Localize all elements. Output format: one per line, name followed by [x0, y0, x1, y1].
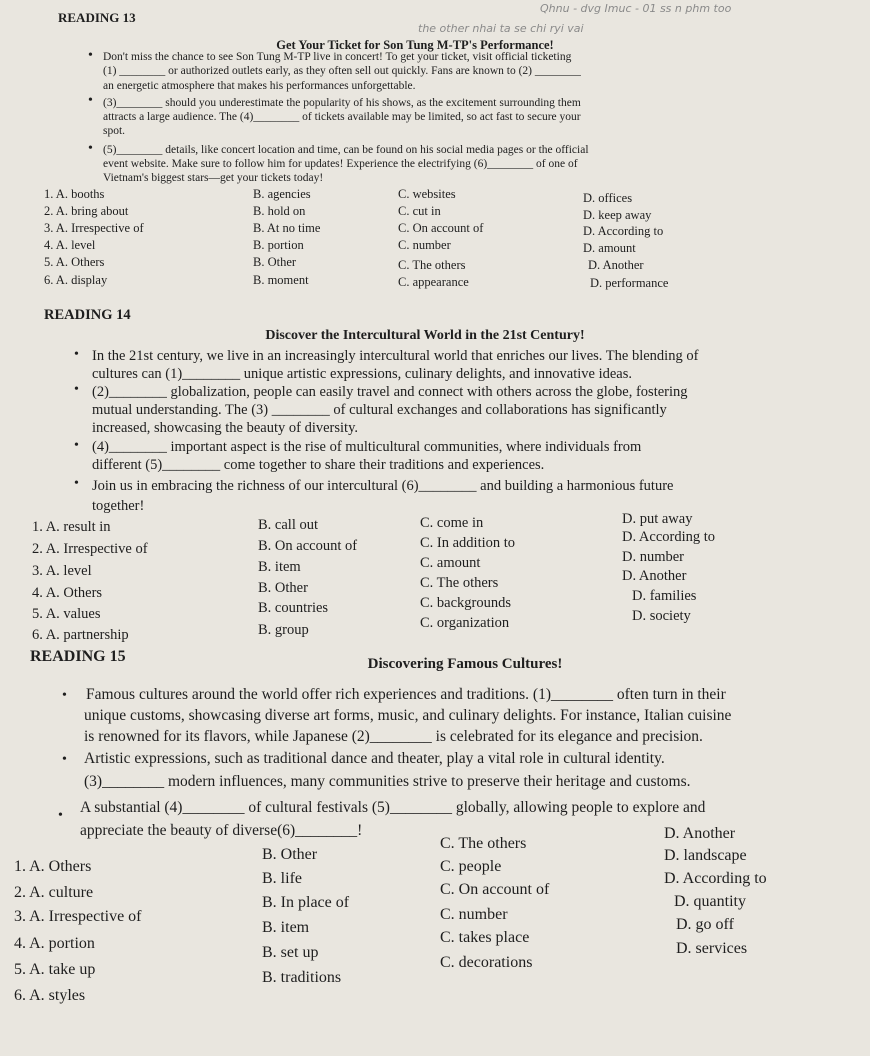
reading15-line: Famous cultures around the world offer rich experiences and traditions. (1)________ often turn in their — [86, 686, 726, 703]
option: 5. A. take up — [14, 961, 96, 978]
reading14-line: mutual understanding. The (3) ________ of cultural exchanges and collaborations has significantly — [92, 402, 667, 418]
option: D. According to — [622, 529, 716, 545]
handwritten-note-second: the other nhai ta se chi ryi vai — [418, 22, 584, 35]
option: D. quantity — [674, 893, 746, 910]
option: 6. A. partnership — [32, 627, 129, 643]
option: D. offices — [583, 191, 633, 205]
bullet: • — [62, 752, 67, 767]
reading15-line: appreciate the beauty of diverse(6)________! — [80, 822, 363, 839]
option: C. In addition to — [420, 535, 516, 551]
option: C. amount — [420, 555, 481, 571]
bullet: • — [88, 93, 93, 108]
reading14-line: In the 21st century, we live in an increasingly intercultural world that enriches our lives. The blending of — [92, 348, 699, 364]
option: C. come in — [420, 515, 484, 531]
reading15-line: unique customs, showcasing diverse art forms, music, and culinary delights. For instance, Italian cuisine — [84, 707, 732, 724]
option: B. Other — [258, 580, 308, 596]
option: B. group — [258, 622, 309, 638]
option: 6. A. display — [44, 273, 108, 287]
option: D. According to — [583, 224, 664, 238]
option: 4. A. portion — [14, 935, 95, 952]
option: 3. A. level — [32, 563, 92, 579]
reading13-line: attracts a large audience. The (4)________ of tickets available may be limited, so act fast to secure your — [103, 111, 581, 123]
option: D. Another — [588, 258, 644, 272]
option: B. traditions — [262, 969, 342, 986]
reading14-line: (4)________ important aspect is the rise of multicultural communities, where individuals from — [92, 439, 642, 455]
reading14-title: Discover the Intercultural World in the 21st Century! — [265, 328, 585, 343]
reading15-line: (3)________ modern influences, many communities strive to preserve their heritage and customs. — [84, 773, 691, 790]
option: C. cut in — [398, 204, 441, 218]
reading13-line: an energetic atmosphere that makes his performances unforgettable. — [103, 80, 416, 92]
bullet: • — [62, 688, 67, 703]
bullet: • — [74, 382, 79, 397]
option: 2. A. culture — [14, 884, 94, 901]
option: D. services — [676, 940, 748, 957]
option: B. moment — [253, 273, 309, 287]
option: D. society — [632, 608, 691, 624]
option: D. keep away — [583, 208, 652, 222]
reading15-line: A substantial (4)________ of cultural festivals (5)________ globally, allowing people to explore and — [80, 799, 706, 816]
reading15-line: Artistic expressions, such as traditional dance and theater, play a vital role in cultural identity. — [84, 750, 665, 767]
bullet: • — [74, 438, 79, 453]
option: D. families — [632, 588, 697, 604]
reading13-label: READING 13 — [58, 10, 136, 25]
reading15-title: Discovering Famous Cultures! — [367, 656, 563, 672]
option: 4. A. Others — [32, 585, 103, 601]
option: D. landscape — [664, 847, 747, 864]
reading13-line: (3)________ should you underestimate the popularity of his shows, as the excitement surrounding them — [103, 97, 581, 109]
bullet: • — [88, 141, 93, 156]
option: D. amount — [583, 241, 636, 255]
option: D. go off — [676, 916, 734, 933]
option: D. Another — [664, 825, 736, 842]
reading14-line: together! — [92, 498, 145, 514]
reading13-line: spot. — [103, 125, 126, 137]
option: 2. A. bring about — [44, 204, 129, 218]
option: B. At no time — [253, 221, 321, 235]
option: B. portion — [253, 238, 304, 252]
option: B. agencies — [253, 187, 311, 201]
option: C. backgrounds — [420, 595, 512, 611]
option: 1. A. Others — [14, 858, 92, 875]
option: 5. A. values — [32, 606, 101, 622]
option: B. item — [258, 559, 301, 575]
option: 3. A. Irrespective of — [44, 221, 144, 235]
option: 6. A. styles — [14, 987, 86, 1004]
option: B. hold on — [253, 204, 306, 218]
reading13-line: (1) ________ or authorized outlets early, as they often sell out quickly. Fans are known to (2) ________ — [103, 65, 581, 77]
option: C. decorations — [440, 954, 533, 971]
reading13-line: Don't miss the chance to see Son Tung M-TP live in concert! To get your ticket, visit official ticketing — [103, 51, 572, 63]
option: D. According to — [664, 870, 767, 887]
option: C. The others — [440, 835, 527, 852]
reading14-line: increased, showcasing the beauty of diversity. — [92, 420, 359, 436]
option: D. number — [622, 549, 685, 565]
option: D. Another — [622, 568, 687, 584]
option: 5. A. Others — [44, 255, 105, 269]
option: 4. A. level — [44, 238, 96, 252]
option: 1. A. booths — [44, 187, 105, 201]
option: C. The others — [398, 258, 466, 272]
reading14-label: READING 14 — [44, 307, 131, 323]
option: C. number — [398, 238, 451, 252]
reading14-line: cultures can (1)________ unique artistic expressions, culinary delights, and innovative ideas. — [92, 366, 632, 382]
option: B. life — [262, 870, 302, 887]
option: D. put away — [622, 511, 693, 527]
option: C. people — [440, 858, 502, 875]
reading13-line: (5)________ details, like concert location and time, can be found on his social media pages or the official — [103, 144, 589, 156]
reading15-line: is renowned for its flavors, while Japanese (2)________ is celebrated for its elegance and precision. — [84, 728, 703, 745]
option: B. Other — [262, 846, 318, 863]
bullet: • — [58, 808, 63, 823]
bullet: • — [74, 347, 79, 362]
option: B. call out — [258, 517, 319, 533]
bullet: • — [88, 48, 93, 63]
option: B. item — [262, 919, 310, 936]
option: C. On account of — [440, 881, 550, 898]
option: B. Other — [253, 255, 297, 269]
option: B. On account of — [258, 538, 358, 554]
reading14-line: different (5)________ come together to share their traditions and experiences. — [92, 457, 545, 473]
reading14-line: (2)________ globalization, people can easily travel and connect with others across the globe, fostering — [92, 384, 688, 400]
option: C. takes place — [440, 929, 530, 946]
option: C. websites — [398, 187, 456, 201]
option: B. In place of — [262, 894, 350, 911]
option: D. performance — [590, 276, 669, 290]
option: C. organization — [420, 615, 510, 631]
reading15-label: READING 15 — [30, 648, 126, 665]
reading13-title: Get Your Ticket for Son Tung M-TP's Performance! — [276, 38, 554, 52]
option: 1. A. result in — [32, 519, 111, 535]
option: C. appearance — [398, 275, 469, 289]
handwritten-note-top: Qhnu - dvg Imuc - 01 ss n phm too — [540, 2, 732, 15]
reading13-line: Vietnam's biggest stars—get your tickets today! — [103, 172, 324, 184]
option: C. number — [440, 906, 508, 923]
bullet: • — [74, 476, 79, 491]
reading14-line: Join us in embracing the richness of our intercultural (6)________ and building a harmonious future — [92, 478, 674, 494]
option: C. On account of — [398, 221, 484, 235]
reading13-line: event website. Make sure to follow him for updates! Experience the electrifying (6)________ of one of — [103, 158, 578, 170]
option: 2. A. Irrespective of — [32, 541, 148, 557]
option: C. The others — [420, 575, 499, 591]
option: B. countries — [258, 600, 329, 616]
option: B. set up — [262, 944, 319, 961]
option: 3. A. Irrespective of — [14, 908, 142, 925]
